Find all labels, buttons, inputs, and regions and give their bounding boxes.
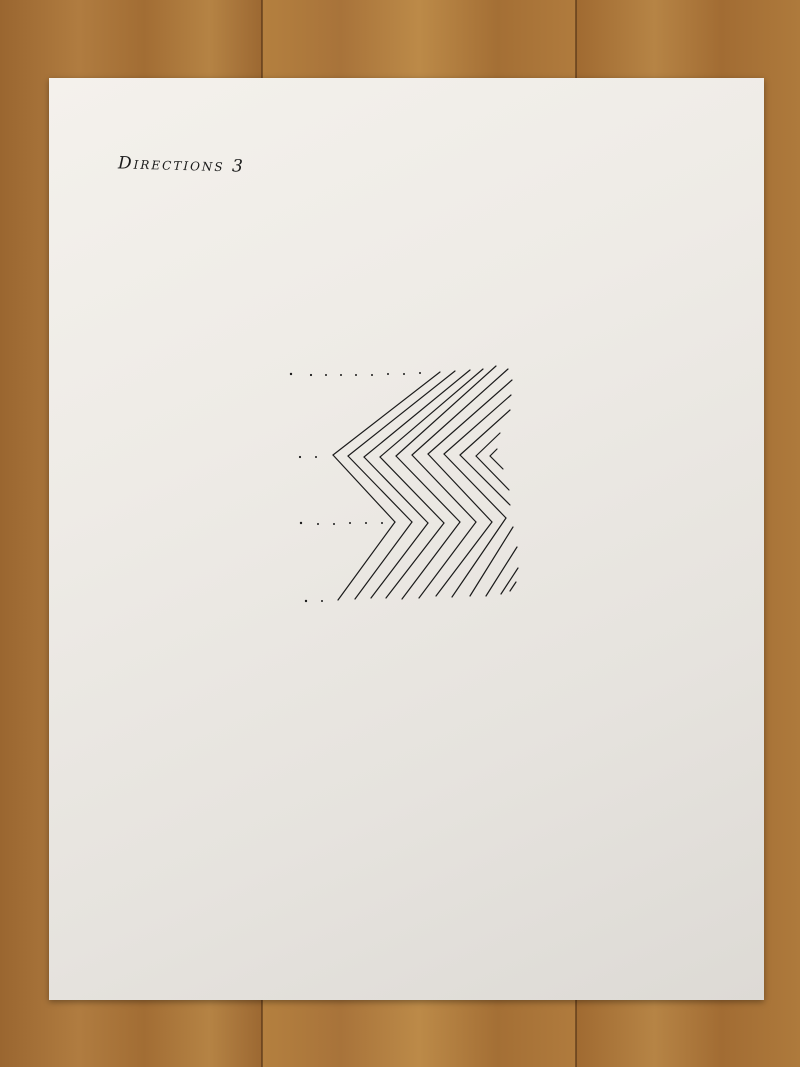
handwritten-title: Directions 3 xyxy=(117,153,246,177)
